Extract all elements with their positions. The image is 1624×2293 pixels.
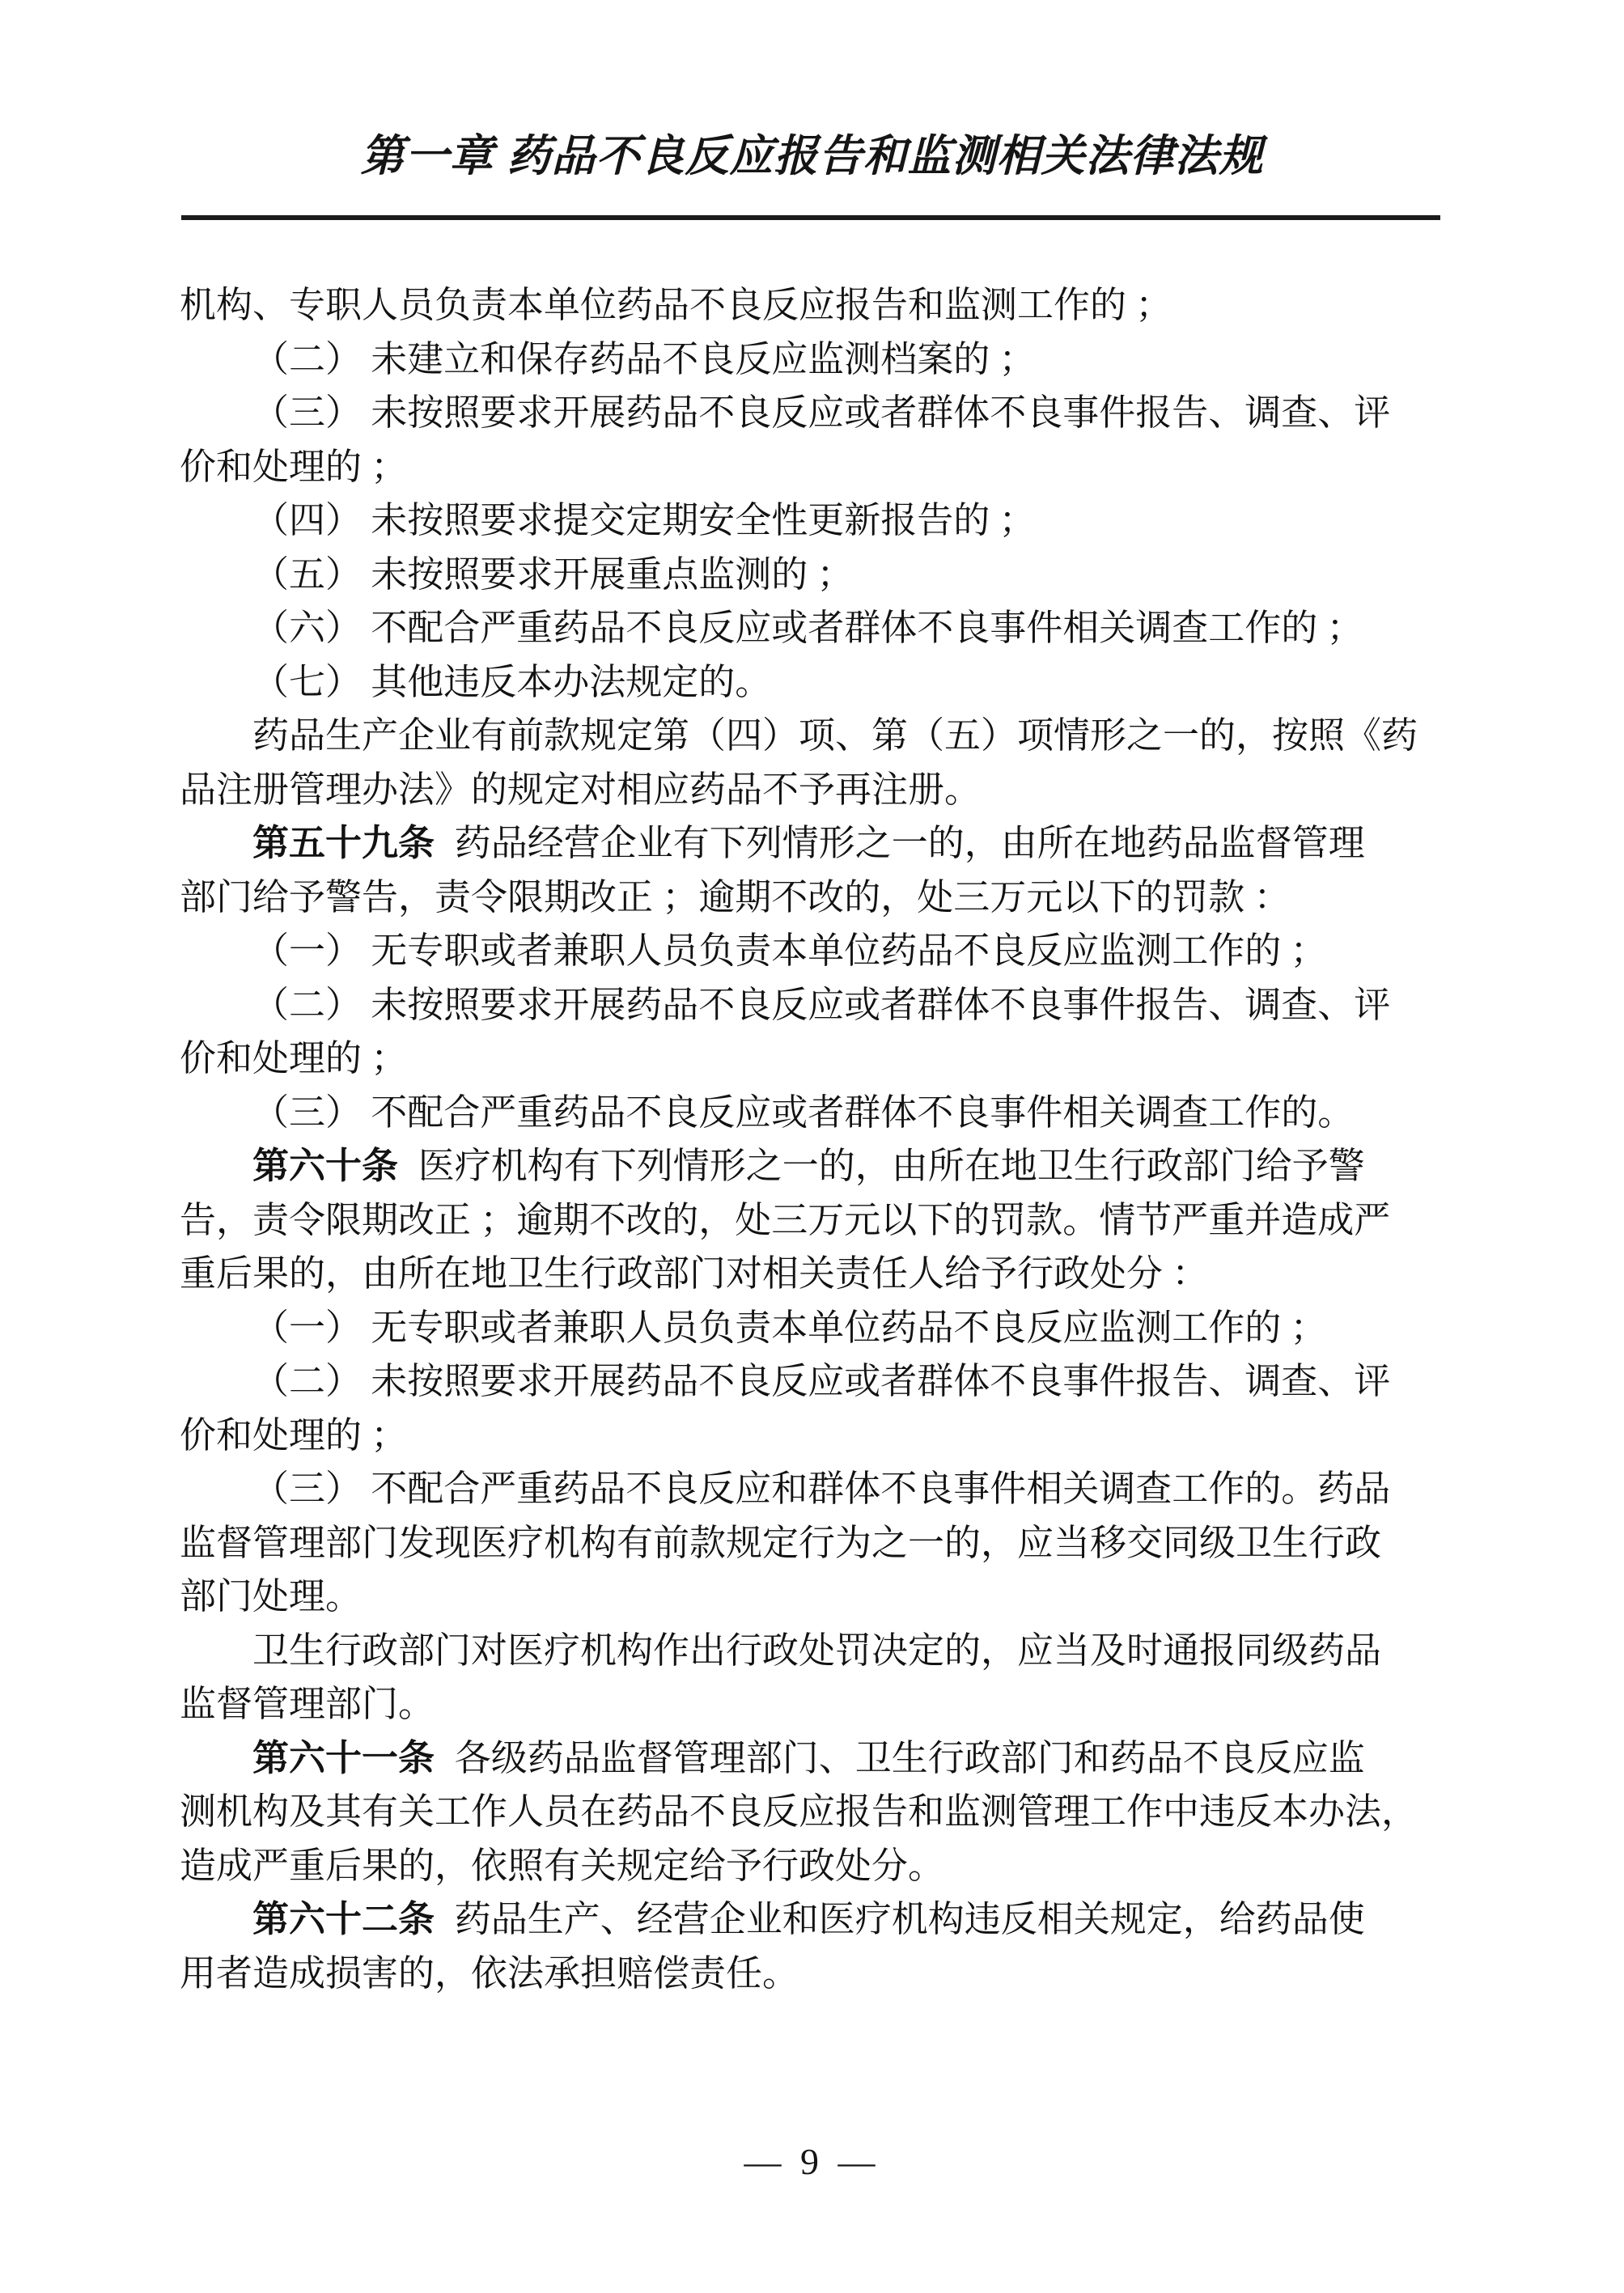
- article-number: 第六十条: [252, 1146, 399, 1186]
- text-line: [180, 1785, 1450, 1839]
- text-line: [180, 1624, 1450, 1678]
- line-text: 用者造成损害的，依法承担赔偿责任。: [180, 1952, 799, 1994]
- text-line: [180, 494, 1450, 548]
- text-line: [180, 333, 1450, 387]
- line-text: 部门处理。: [180, 1576, 363, 1617]
- text-line: [180, 709, 1450, 763]
- line-text: （二） 未按照要求开展药品不良反应或者群体不良事件报告、调查、评: [252, 1361, 1391, 1401]
- body-text: [180, 278, 1450, 2000]
- text-line: [180, 278, 1450, 333]
- line-text: （四） 未按照要求提交定期安全性更新报告的 ；: [252, 500, 1036, 540]
- line-text: 监督管理部门。: [180, 1684, 435, 1724]
- line-text: 机构、专职人员负责本单位药品不良反应报告和监测工作的 ；: [180, 285, 1172, 325]
- line-text: 药品经营企业有下列情形之一的，由所在地药品监督管理: [454, 823, 1365, 863]
- text-line: [180, 1139, 1450, 1193]
- line-text: 医疗机构有下列情形之一的，由所在地卫生行政部门给予警: [418, 1146, 1365, 1186]
- line-text: （一） 无专职或者兼职人员负责本单位药品不良反应监测工作的 ；: [252, 1307, 1327, 1348]
- text-line: [180, 1247, 1450, 1301]
- line-text: 药品生产、经营企业和医疗机构违反相关规定，给药品使: [454, 1899, 1365, 1939]
- text-line: [180, 386, 1450, 440]
- line-text: 造成严重后果的，依照有关规定给予行政处分。: [180, 1845, 945, 1886]
- line-text: （五） 未按照要求开展重点监测的 ；: [252, 553, 854, 595]
- text-line: [180, 924, 1450, 978]
- text-line: [180, 816, 1450, 871]
- line-text: 监督管理部门发现医疗机构有前款规定行为之一的，应当移交同级卫生行政: [180, 1522, 1382, 1563]
- line-text: （三） 未按照要求开展药品不良反应或者群体不良事件报告、调查、评: [252, 392, 1391, 433]
- text-line: [180, 1839, 1450, 1893]
- line-text: 药品生产企业有前款规定第（四）项、第（五）项情形之一的，按照《药: [252, 715, 1418, 756]
- line-text: 价和处理的 ；: [180, 1038, 408, 1079]
- text-line: [180, 601, 1450, 655]
- line-text: （二） 未按照要求开展药品不良反应或者群体不良事件报告、调查、评: [252, 984, 1391, 1025]
- line-text: （二） 未建立和保存药品不良反应监测档案的 ；: [252, 338, 1036, 379]
- text-line: [180, 1731, 1450, 1786]
- article-number: 第六十二条: [252, 1899, 435, 1939]
- line-text: （三） 不配合严重药品不良反应和群体不良事件相关调查工作的。药品: [252, 1469, 1391, 1509]
- text-line: [180, 1032, 1450, 1086]
- text-line: [180, 1301, 1450, 1355]
- text-line: [180, 1086, 1450, 1140]
- text-line: [180, 763, 1450, 817]
- text-line: [180, 1409, 1450, 1463]
- text-line: [180, 1462, 1450, 1516]
- line-text: （三） 不配合严重药品不良反应或者群体不良事件相关调查工作的。: [252, 1091, 1355, 1133]
- page-number: — 9 —: [744, 2141, 880, 2182]
- chapter-title: 第一章 药品不良反应报告和监测相关法律法规: [360, 132, 1264, 180]
- line-text: 部门给予警告，责令限期改正 ；逾期不改的，处三万元以下的罚款 ：: [180, 876, 1291, 918]
- header-divider: [181, 215, 1440, 220]
- text-line: [180, 871, 1450, 925]
- text-line: [180, 440, 1450, 494]
- line-text: 价和处理的 ；: [180, 446, 408, 487]
- text-line: [180, 548, 1450, 602]
- text-line: [180, 655, 1450, 710]
- line-text: （一） 无专职或者兼职人员负责本单位药品不良反应监测工作的 ；: [252, 930, 1327, 971]
- line-text: 重后果的，由所在地卫生行政部门对相关责任人给予行政处分 ：: [180, 1253, 1209, 1294]
- text-line: [180, 1193, 1450, 1248]
- line-text: 测机构及其有关工作人员在药品不良反应报告和监测管理工作中违反本办法，: [180, 1791, 1418, 1832]
- line-text: 价和处理的 ；: [180, 1414, 408, 1456]
- line-text: （七） 其他违反本办法规定的。: [252, 661, 772, 702]
- line-text: （六） 不配合严重药品不良反应或者群体不良事件相关调查工作的 ；: [252, 608, 1363, 648]
- line-text: 告，责令限期改正 ；逾期不改的，处三万元以下的罚款。情节严重并造成严: [180, 1199, 1391, 1240]
- text-line: [180, 978, 1450, 1032]
- text-line: [180, 1677, 1450, 1731]
- article-number: 第五十九条: [252, 823, 435, 863]
- article-number: 第六十一条: [252, 1737, 435, 1778]
- text-line: [180, 1516, 1450, 1570]
- text-line: [180, 1892, 1450, 1947]
- line-text: 卫生行政部门对医疗机构作出行政处罚决定的，应当及时通报同级药品: [252, 1630, 1382, 1671]
- text-line: [180, 1570, 1450, 1624]
- text-line: [180, 1947, 1450, 2001]
- line-text: 品注册管理办法》的规定对相应药品不予再注册。: [180, 769, 982, 810]
- line-text: 各级药品监督管理部门、卫生行政部门和药品不良反应监: [454, 1737, 1365, 1778]
- text-line: [180, 1354, 1450, 1409]
